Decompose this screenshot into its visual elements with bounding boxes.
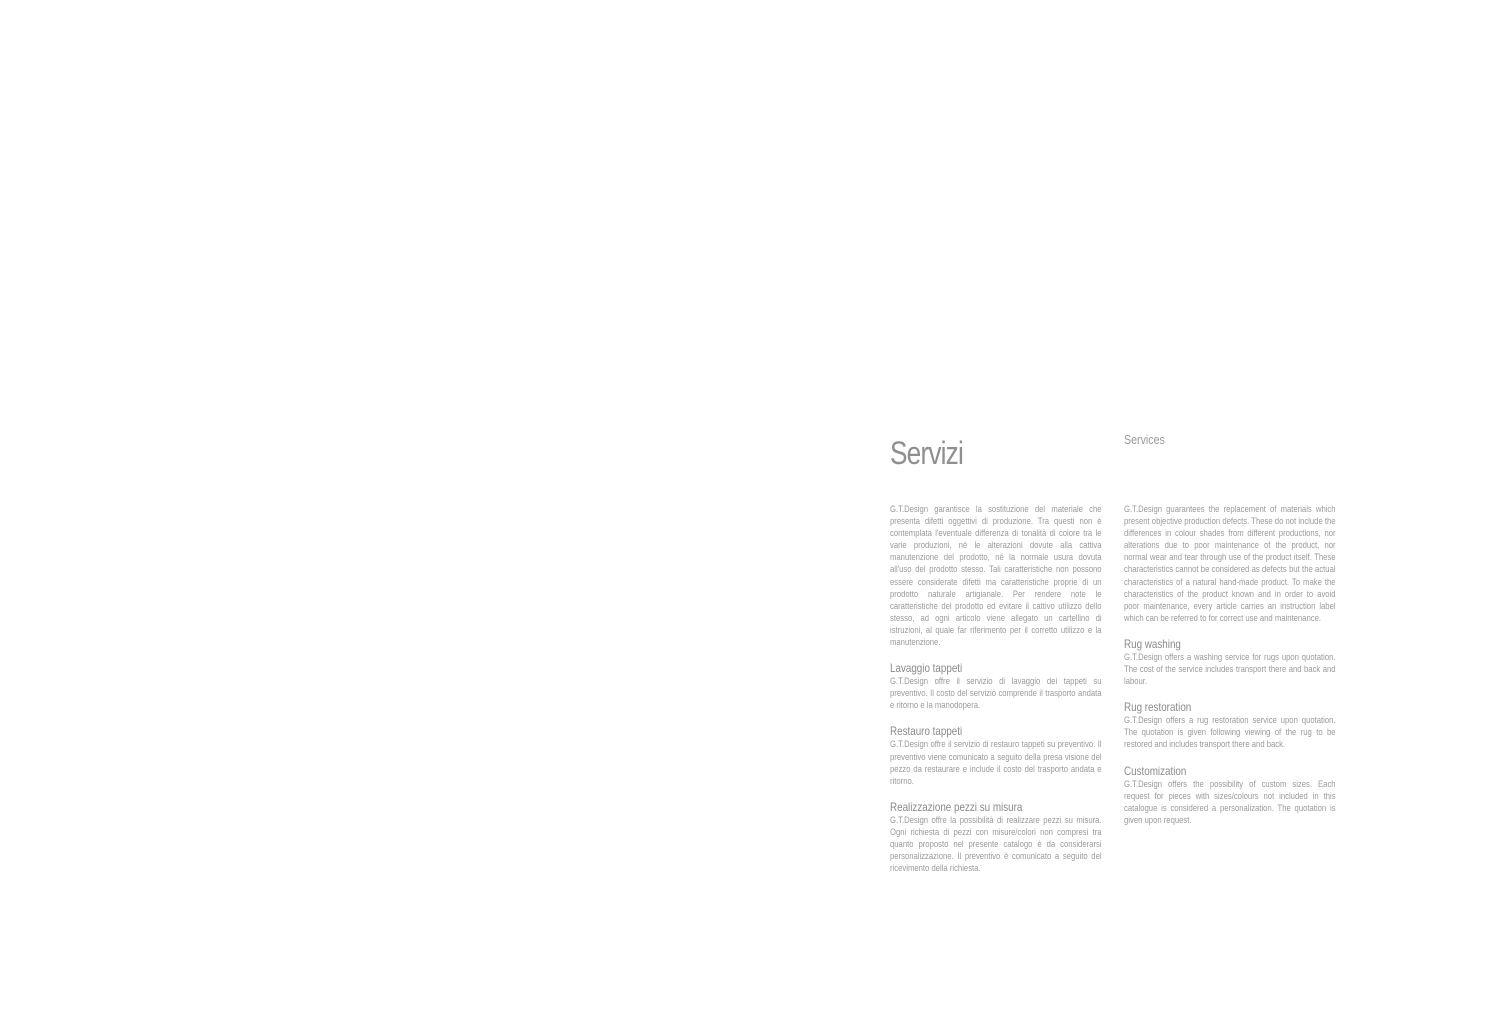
section-title: Customization [1124,763,1187,778]
section-body: G.T.Design offers the possibility of custom sizes. Each request for pieces with sizes/colours not included in this catalogue is considered a personalization. The quotation is given upon request. [1124,777,1336,825]
section-body: G.T.Design offre il servizio di restauro tappeti su preventivo. Il preventivo viene comunicato a seguito della presa visione del pezzo da restaurare e include il costo del trasporto andata e ritorno. [890,738,1102,786]
section-body: G.T.Design offers a washing service for rugs upon quotation. The cost of the service includes transport there and back and labour. [1124,650,1336,687]
section-title: Realizzazione pezzi su misura [890,799,1023,814]
section-rug-washing-it [890,661,1102,711]
section-customization-it [890,800,1102,874]
section-rug-restoration-en [1124,700,1336,750]
intro-paragraph-en: G.T.Design guarantees the replacement of materials which present objective production defects. These do not include the differences in colour shades from different productions, nor alterations due to poor maintenance of the product, nor normal wear and tear through use of the product itself. These characteristics cannot be considered as defects but the actual characteristics of a natural hand-made product. To make the characteristics of the product known and in order to avoid poor maintenance, every article carries an instruction label which can be referred to for correct use and maintenance. [1124,503,1336,623]
section-body: G.T.Design offre la possibilità di realizzare pezzi su misura. Ogni richiesta di pezzi con misure/colori non compresi tra quanto proposto nel presente catalogo è da considerarsi personalizzazione. Il preventivo è comunicato a seguito del ricevimento della richiesta. [890,813,1102,874]
section-title: Rug washing [1124,636,1181,651]
section-body: G.T.Design offers a rug restoration service upon quotation. The quotation is given following viewing of the rug to be restored and includes transport there and back. [1124,714,1336,750]
page-subtitle: Services [1124,432,1165,447]
section-title: Rug restoration [1124,700,1192,715]
italian-column [890,503,1102,874]
english-column [1124,503,1336,826]
section-title: Lavaggio tappeti [890,661,963,676]
section-rug-washing-en [1124,637,1336,687]
section-title: Restauro tappeti [890,724,963,739]
section-customization-en [1124,764,1336,826]
page-title: Servizi [890,435,963,472]
intro-paragraph-it: G.T.Design garantisce la sostituzione del materiale che presenta difetti oggettivi di produzione. Tra questi non è contemplata l'eventuale differenza di tonalità di colore tra le varie produzioni, né le alterazioni dovute alla cattiva manutenzione del prodotto, né la normale usura dovuta all'uso del prodotto stesso. Tali caratteristiche non possono essere considerate difetti ma caratteristiche proprie di un prodotto naturale artigianale. Per rendere note le caratteristiche del prodotto ed evitare il cattivo utilizzo dello stesso, ad ogni articolo viene allegato un cartellino di istruzioni, al quale far riferimento per il corretto utilizzo e la manutenzione. [890,503,1102,648]
section-body: G.T.Design offre il servizio di lavaggio dei tappeti su preventivo. Il costo del servizio comprende il trasporto andata e ritorno e la manodopera. [890,675,1102,711]
section-rug-restoration-it [890,724,1102,786]
